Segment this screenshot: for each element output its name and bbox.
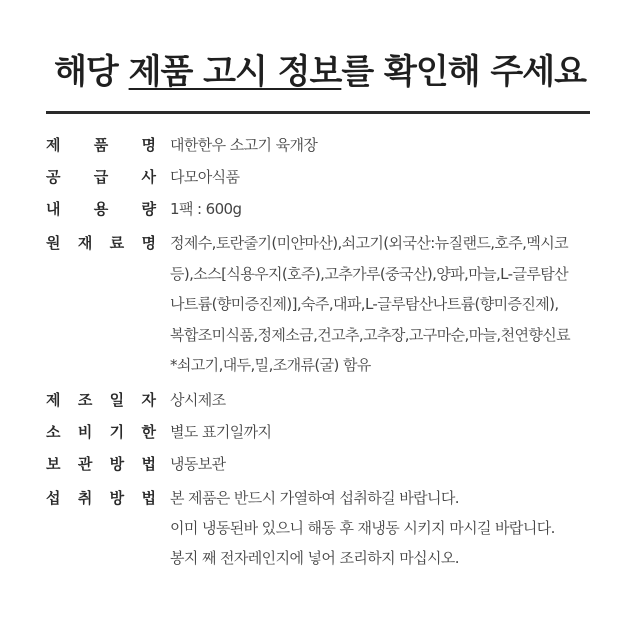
value-line: 등),소스[식용우지(호주),고추가루(중국산),양파,마늘,L-글루탐산 (170, 264, 569, 283)
value-line: 다모아식품 (170, 168, 240, 186)
label-char: 내 (46, 200, 61, 218)
label-char: 명 (141, 136, 156, 154)
page-title (0, 44, 640, 93)
title-highlight: 제품 고시 정보 (128, 52, 342, 92)
label-char: 품 (93, 136, 109, 154)
value-line: *쇠고기,대두,밀,조개류(굴) 함유 (170, 356, 371, 374)
label-supplier (46, 164, 156, 190)
row-product-name (46, 132, 606, 158)
label-char: 료 (109, 234, 125, 252)
value-line: 복합조미식품,정제소금,건고추,고추장,고구마순,마늘,천연향신료 (170, 325, 571, 344)
label-char: 법 (141, 454, 156, 473)
value-product-name (170, 132, 317, 158)
label-char: 섭 (46, 488, 61, 507)
row-usage (46, 483, 606, 573)
label-char: 조 (77, 390, 93, 409)
value-line: 대한한우 소고기 육개장 (170, 136, 318, 154)
value-storage (170, 451, 226, 477)
row-content-amount (46, 196, 606, 222)
value-line: 봉지 째 전자레인지에 넣어 조리하지 마십시오. (170, 548, 459, 567)
label-manufacture-date (46, 387, 156, 413)
label-char: 사 (141, 168, 156, 186)
label-char: 공 (46, 168, 61, 186)
label-ingredients (46, 228, 156, 258)
label-char: 자 (141, 390, 156, 409)
label-char: 보 (46, 454, 61, 473)
value-usage (170, 483, 555, 573)
value-line: 별도 표기일까지 (170, 422, 272, 441)
value-line: 상시제조 (170, 390, 226, 409)
label-char: 방 (109, 454, 125, 473)
value-line: 정제수,토란줄기(미얀마산),쇠고기(외국산:뉴질랜드,호주,멕시코 (170, 234, 569, 252)
value-line: 이미 냉동된바 있으니 해동 후 재냉동 시키지 마시길 바랍니다. (170, 518, 555, 537)
title-divider (46, 111, 590, 114)
label-char: 재 (77, 234, 93, 252)
label-char: 량 (141, 200, 156, 218)
value-line: 본 제품은 반드시 가열하여 섭취하길 바랍니다. (170, 488, 459, 507)
label-char: 일 (109, 390, 125, 409)
label-content-amount (46, 196, 156, 222)
label-char: 제 (46, 390, 61, 409)
label-usage (46, 483, 156, 513)
label-char: 관 (77, 454, 93, 473)
label-char: 비 (77, 422, 93, 441)
label-char: 취 (77, 488, 93, 507)
label-storage (46, 451, 156, 477)
label-char: 기 (109, 422, 125, 441)
label-char: 명 (141, 234, 156, 252)
label-char: 방 (109, 488, 125, 507)
label-char: 소 (46, 422, 61, 441)
value-manufacture-date (170, 387, 226, 413)
label-char: 원 (46, 234, 61, 252)
label-char: 법 (141, 488, 156, 507)
value-content-amount (170, 196, 241, 222)
value-supplier (170, 164, 239, 190)
label-char: 제 (46, 136, 61, 154)
row-supplier (46, 164, 606, 190)
label-char: 용 (93, 200, 109, 218)
value-line: 냉동보관 (170, 454, 226, 473)
value-line: 1팩 : 600g (170, 200, 242, 218)
label-expiry (46, 419, 156, 445)
row-ingredients (46, 228, 606, 381)
title-suffix: 를 확인해 주세요 (341, 52, 586, 92)
title-prefix: 해당 (54, 52, 129, 92)
value-expiry (170, 419, 271, 445)
label-product-name (46, 132, 156, 158)
row-expiry (46, 419, 606, 445)
product-info-table (46, 132, 606, 579)
row-manufacture-date (46, 387, 606, 413)
value-ingredients (170, 228, 570, 381)
row-storage (46, 451, 606, 477)
value-line: 나트륨(향미증진제)],숙주,대파,L-글루탐산나트륨(향미증진제), (170, 295, 559, 313)
label-char: 한 (141, 422, 156, 441)
label-char: 급 (93, 168, 109, 186)
